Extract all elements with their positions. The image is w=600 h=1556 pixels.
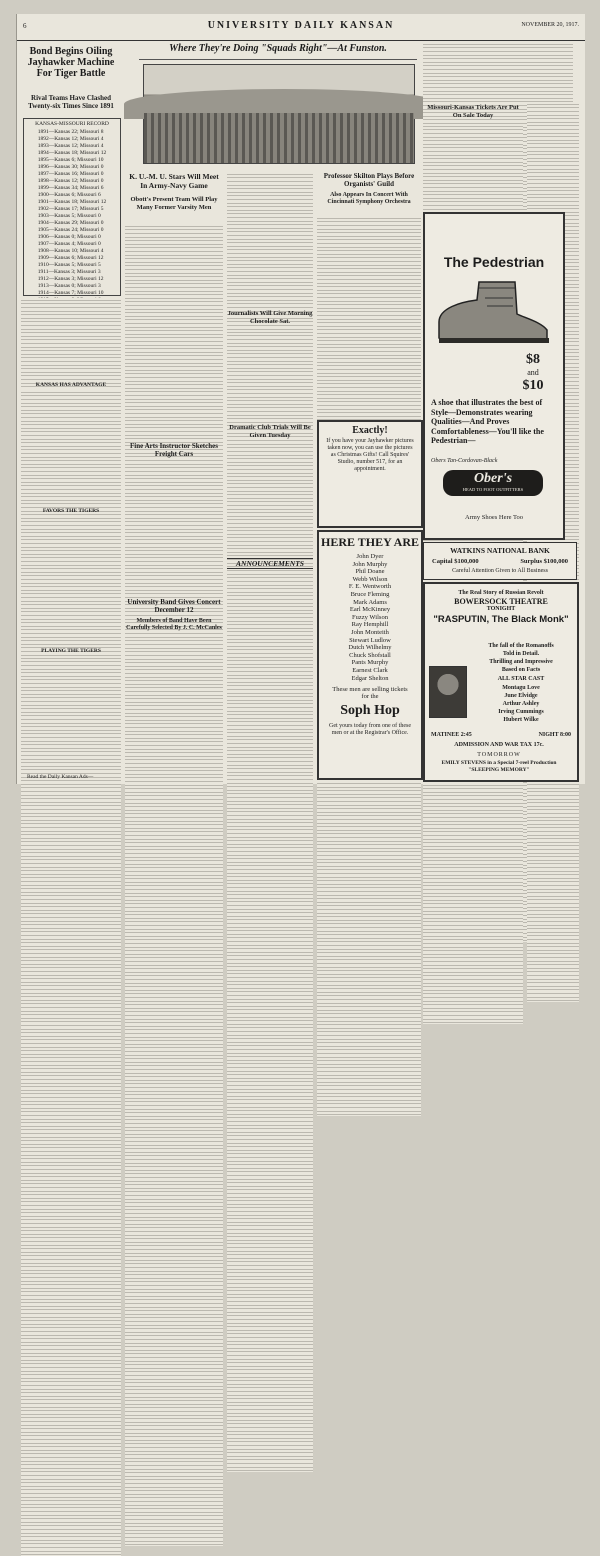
army-shoes: Army Shoes Here Too xyxy=(464,514,524,521)
kansas-advantage-subhead: KANSAS HAS ADVANTAGE xyxy=(35,382,107,388)
record-row xyxy=(36,192,109,199)
skilton-headline: Professor Skilton Plays Before Organists' Guild xyxy=(323,172,415,188)
seller-name: John Monteith xyxy=(351,628,389,636)
record-cell: 1896—Kansas 30; Missouri 0 xyxy=(37,164,104,170)
record-row xyxy=(36,269,109,276)
seller-name: Chuck Shofstall xyxy=(349,651,391,659)
record-title: KANSAS-MISSOURI RECORD xyxy=(35,121,109,127)
soph-hop-title: HERE THEY ARE xyxy=(320,535,420,549)
blurb-line: Based on Facts xyxy=(501,667,541,673)
fine-arts-headline: Fine Arts Instructor Sketches Freight Cars xyxy=(130,442,218,458)
exactly-body: If you have your Jayhawker pictures taken now, you can use the pictures as Christmas Gifts! Call Squires' Studio, number 517, for an appointment. xyxy=(326,438,414,472)
funston-photo xyxy=(143,64,415,164)
bowersock-kicker: The Real Story of Russian Revolt xyxy=(458,590,544,596)
seller-name: Earl McKinney xyxy=(349,606,391,614)
rasputin-portrait xyxy=(429,666,467,718)
record-cell: 1910—Kansas 5; Missouri 5 xyxy=(37,262,101,268)
price-10: $10 xyxy=(522,378,544,393)
record-cell: 1898—Kansas 12; Missouri 0 xyxy=(37,178,104,184)
col5b-top-body xyxy=(527,102,579,206)
pedestrian-maker: Obers Tan-Cordovan-Black xyxy=(431,458,498,464)
record-row xyxy=(36,136,109,143)
bank-service: Careful Attention Given to All Business xyxy=(452,568,548,574)
bowersock-when: TONIGHT xyxy=(486,606,516,612)
tomorrow: TOMORROW xyxy=(477,752,521,758)
cast-member: Irving Cummings xyxy=(498,709,544,715)
masthead xyxy=(17,14,585,41)
record-cell: 1902—Kansas 17; Missouri 5 xyxy=(37,206,104,212)
record-row xyxy=(36,171,109,178)
record-cell: 1904—Kansas 29; Missouri 0 xyxy=(37,220,104,226)
advantage-body xyxy=(21,390,121,506)
record-row xyxy=(36,143,109,150)
record-row xyxy=(36,276,109,283)
bowersock-blurbs xyxy=(469,642,573,674)
cast-list xyxy=(469,684,573,724)
record-row xyxy=(36,241,109,248)
seller-name: John Dyer xyxy=(356,553,384,560)
journalists-headline: Journalists Will Give Morning Chocolate Sat. xyxy=(227,310,313,325)
record-cell: 1912—Kansas 3; Missouri 12 xyxy=(37,276,104,282)
pedestrian-copy: A shoe that illustrates the best of Style—Demonstrates wearing Qualities—And Proves Comfortableness—You'll like the Pedestrian— xyxy=(431,398,544,445)
seller-name: Bruce Fleming xyxy=(350,590,390,598)
seller-name: Stewart Ludlow xyxy=(349,636,391,644)
record-cell: 1913—Kansas 0; Missouri 3 xyxy=(37,283,101,289)
record-row xyxy=(36,150,109,157)
stars-headline: K. U.-M. U. Stars Will Meet In Army-Navy Game xyxy=(129,172,219,190)
announcements-title: ANNOUNCEMENTS xyxy=(227,558,313,569)
seller-name: Fuzzy Wilson xyxy=(352,613,388,621)
journalists-body xyxy=(227,330,313,422)
announcements-body xyxy=(227,572,313,774)
record-row xyxy=(36,234,109,241)
record-cell: 1906—Kansas 0; Missouri 0 xyxy=(37,234,101,240)
football-subhead: Rival Teams Have Clashed Twenty-six Times Since 1891 xyxy=(28,94,114,110)
soph-hop-event: Soph Hop xyxy=(340,703,400,719)
record-cell: 1909—Kansas 6; Missouri 12 xyxy=(37,255,104,261)
stars-body xyxy=(125,224,223,438)
record-row xyxy=(36,164,109,171)
cast-member: Montagu Love xyxy=(502,685,540,691)
seller-name: Earnest Clark xyxy=(352,666,388,674)
soph-hop-footer: Get yours today from one of these men or at the Registrar's Office. xyxy=(329,723,411,737)
soph-hop-ad xyxy=(317,530,423,780)
record-cell: 1911—Kansas 3; Missouri 3 xyxy=(37,269,101,275)
pedestrian-title: The Pedestrian xyxy=(443,254,545,270)
record-total: Total............. 308; 140 xyxy=(30,312,80,318)
blurb-line: Thrilling and Impressive xyxy=(489,659,553,665)
record-row xyxy=(36,185,109,192)
cast-member: Arthur Ashley xyxy=(502,701,540,707)
band-subhead: Members of Band Have Been Carefully Selected By J. C. McCanles xyxy=(126,618,222,631)
blurb-line: The fall of the Romanoffs xyxy=(488,643,554,649)
record-row xyxy=(36,199,109,206)
record-cell: 1897—Kansas 16; Missouri 0 xyxy=(37,171,104,177)
bank-capital: Capital $100,000 xyxy=(432,558,479,565)
record-row xyxy=(36,178,109,185)
seller-name: Mark Adams xyxy=(353,598,387,606)
shoe-illustration xyxy=(433,278,553,348)
blurb-line: Told in Detail. xyxy=(502,651,540,657)
bank-name: WATKINS NATIONAL BANK xyxy=(450,546,550,555)
newspaper-title: UNIVERSITY DAILY KANSAN xyxy=(207,20,395,31)
issue-date: NOVEMBER 20, 1917. xyxy=(521,22,579,28)
record-cell: 1901—Kansas 18; Missouri 12 xyxy=(37,199,107,205)
exactly-headline: Exactly! xyxy=(352,425,388,436)
pedestrian-ad xyxy=(423,212,565,540)
seller-name: Ray Hemphill xyxy=(351,621,389,629)
seller-name: Edgar Shelton xyxy=(351,674,389,682)
soph-hop-tagline: These men are selling tickets for the xyxy=(332,686,408,701)
seller-names xyxy=(319,553,421,682)
record-cell: 1895—Kansas 6; Missouri 10 xyxy=(37,157,104,163)
record-cell: 1891—Kansas 22; Missouri 8 xyxy=(37,129,104,135)
page-number: 6 xyxy=(23,22,27,30)
col3-top-body xyxy=(227,172,313,316)
bank-surplus: Surplus $100,000 xyxy=(520,558,568,565)
exactly-ad xyxy=(317,420,423,528)
seller-name: John Murphy xyxy=(352,560,388,568)
record-row xyxy=(36,283,109,290)
record-cell: 1894—Kansas 18; Missouri 12 xyxy=(37,150,107,156)
admission: ADMISSION AND WAR TAX 17c. xyxy=(454,742,544,748)
cast-title: ALL STAR CAST xyxy=(497,676,545,682)
stars-subhead: Obott's Present Team Will Play Many Former Varsity Men xyxy=(130,196,218,211)
record-row xyxy=(36,255,109,262)
record-row xyxy=(36,248,109,255)
cast-member: June Elvidge xyxy=(504,693,538,699)
record-row xyxy=(36,213,109,220)
seller-name: Dutch Wilhelmy xyxy=(348,644,392,652)
football-body xyxy=(21,298,121,380)
record-row xyxy=(36,129,109,136)
record-cell: 1903—Kansas 5; Missouri 0 xyxy=(37,213,101,219)
record-cell: 1916—Kansas 0; Missouri 13 xyxy=(37,304,104,310)
record-row xyxy=(36,227,109,234)
favors-tigers-subhead: FAVORS THE TIGERS xyxy=(42,508,100,514)
record-cell: 1892—Kansas 12; Missouri 4 xyxy=(37,136,104,142)
matinee: MATINEE 2:45 xyxy=(431,732,472,738)
photo-banner: Where They're Doing "Squads Right"—At Funston. xyxy=(139,43,417,60)
seller-name: F. E. Wentworth xyxy=(348,583,392,591)
read-ads-line: Read the Daily Kansan Ads— xyxy=(27,774,94,780)
seller-name: Phil Doane xyxy=(355,568,385,576)
record-cell: 1914—Kansas 7; Missouri 10 xyxy=(37,290,104,296)
record-row xyxy=(36,290,109,297)
record-table xyxy=(36,129,109,311)
bowersock-title: "RASPUTIN, The Black Monk" xyxy=(433,614,569,625)
playing-tigers-subhead: PLAYING THE TIGERS xyxy=(41,648,101,654)
record-cell: 1899—Kansas 34; Missouri 6 xyxy=(37,185,104,191)
record-cell: 1893—Kansas 12; Missouri 4 xyxy=(37,143,104,149)
bank-ad xyxy=(423,542,577,580)
col5-top-body xyxy=(423,42,573,102)
bowersock-theatre: BOWERSOCK THEATRE xyxy=(454,597,548,606)
seller-name: Webb Wilson xyxy=(352,575,388,583)
club-headline: Dramatic Club Trials Will Be Given Tuesday xyxy=(229,424,311,439)
price-8: $8 xyxy=(526,352,540,367)
football-headline: Bond Begins Oiling Jayhawker Machine For Tiger Battle xyxy=(27,46,115,79)
next-feature: EMILY STEVENS in a Special 7-reel Production "SLEEPING MEMORY" xyxy=(441,760,557,773)
record-cell: 1900—Kansas 6; Missouri 6 xyxy=(37,192,101,198)
record-row xyxy=(36,157,109,164)
band-headline: University Band Gives Concert December 12 xyxy=(127,598,221,614)
record-box xyxy=(23,118,121,318)
cast-member: Hubert Wilke xyxy=(503,717,539,723)
record-cell: 1907—Kansas 4; Missouri 0 xyxy=(37,241,101,247)
missouri-body xyxy=(423,124,523,206)
record-row xyxy=(36,206,109,213)
record-cell: 1905—Kansas 24; Missouri 0 xyxy=(37,227,104,233)
record-row xyxy=(36,220,109,227)
obers-brand: Ober's xyxy=(473,471,513,486)
seller-name: Pants Murphy xyxy=(351,659,389,667)
record-cell: 1908—Kansas 10; Missouri 4 xyxy=(37,248,104,254)
obers-tagline: HEAD TO FOOT OUTFITTERS xyxy=(462,487,524,492)
band-body xyxy=(125,646,223,774)
record-row xyxy=(36,262,109,269)
skilton-body xyxy=(317,216,421,416)
night: NIGHT 8:00 xyxy=(538,732,571,738)
playing-body xyxy=(21,656,121,774)
favors-body xyxy=(21,516,121,646)
newspaper-page xyxy=(16,14,585,784)
skilton-subhead: Also Appears In Concert With Cincinnati Symphony Orchestra xyxy=(327,192,411,205)
record-cell: 1915—Kansas 8; Missouri 6 xyxy=(37,297,101,303)
club-body xyxy=(227,442,313,554)
price-and: and xyxy=(527,368,539,377)
missouri-headline: Missouri-Kansas Tickets Are Put On Sale Today xyxy=(427,104,519,119)
obers-logo xyxy=(443,470,543,496)
fine-arts-body xyxy=(125,462,223,594)
